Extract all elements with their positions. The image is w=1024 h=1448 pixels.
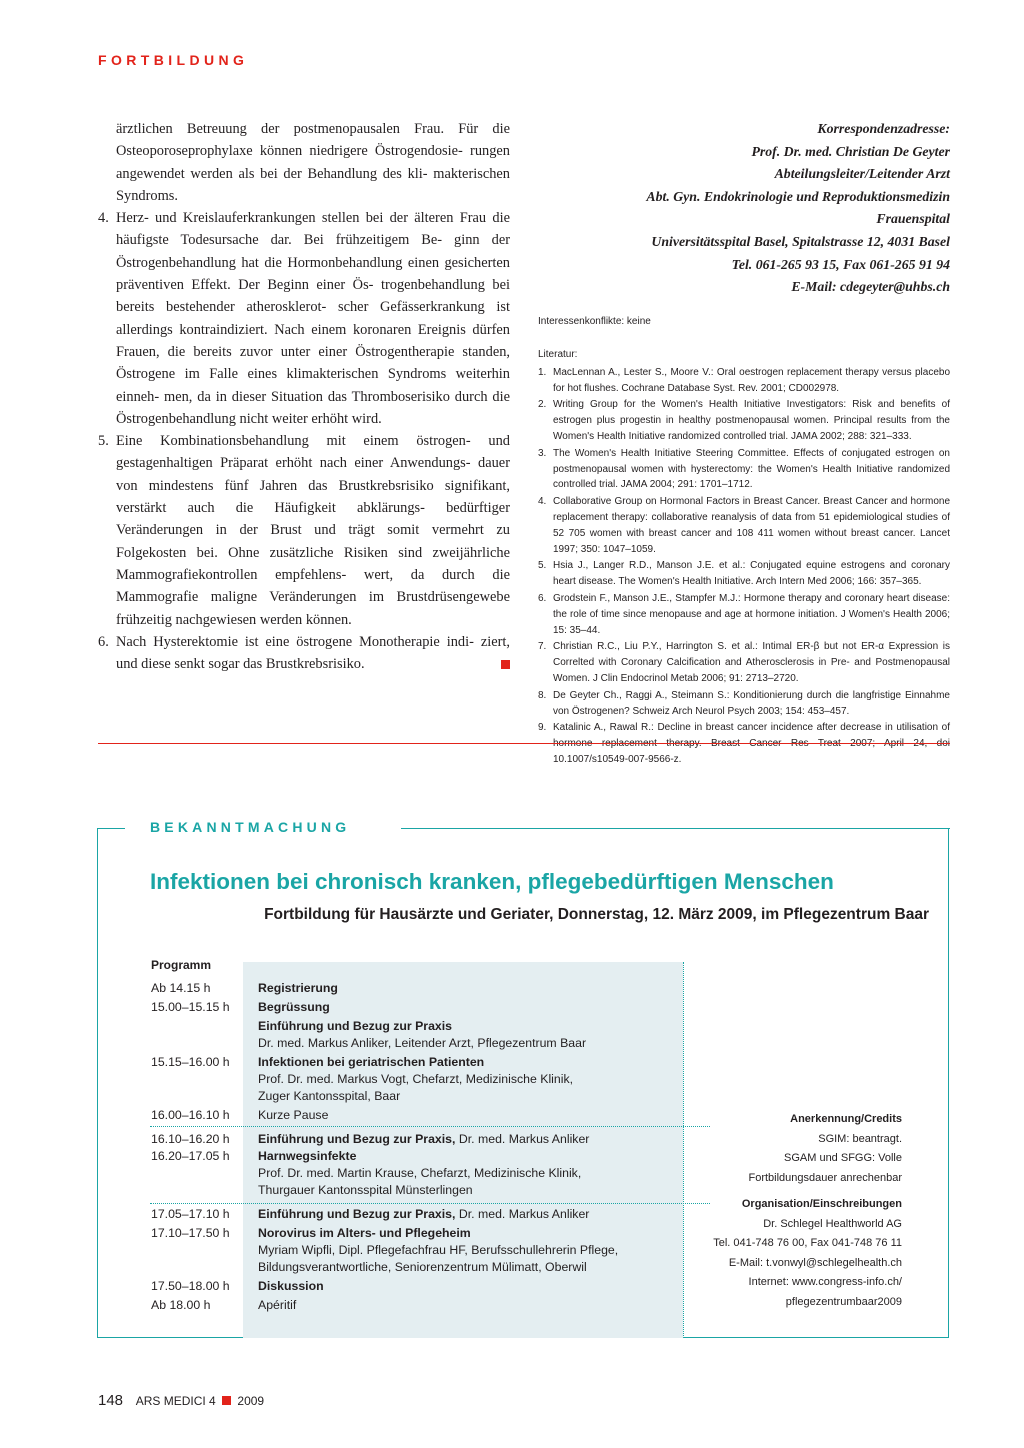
reference-item: 2. Writing Group for the Women's Health Initiative Investigators: Risk and benefits of estrogen plus progestin in healthy postmenopausal women. Principal results from the Women's Health Initiative randomized controlled trial. JAMA 2002; 288: 321–333. xyxy=(538,399,950,442)
event-title: Infektionen bei chronisch kranken, pflegebedürftigen Menschen xyxy=(150,869,834,894)
organisation-email: E-Mail: t.vonwyl@schlegelhealth.ch xyxy=(728,1256,902,1269)
section-divider xyxy=(98,743,950,744)
event-info-sidebar: Anerkennung/Credits SGIM: beantragt. SGAM und SFGG: Volle Fortbildungsdauer anrechenbar Organisation/Einschreibungen Dr. Schlegel Healthworld AG Tel. 041-748 76 00, Fax 041-748 76 11 E-Mail: t.vonwyl@schlegelhealth.ch Internet: www.congress-info.ch/ pflegezentrumbaar2009 xyxy=(700,1110,902,1312)
correspondence-address: Korrespondenzadresse: Prof. Dr. med. Christian De Geyter Abteilungsleiter/Leitender Arzt Abt. Gyn. Endokrinologie und Reproduktionsmedizin Frauenspital Universitätsspital Basel, Spitalstrasse 12, 4031 Basel Tel. 061-265 93 15, Fax 061-265 91 94 E-Mail: cdegeyter@uhbs.ch xyxy=(646,121,950,295)
reference-item: 4. Collaborative Group on Hormonal Factors in Breast Cancer. Breast Cancer and hormone replacement therapy: collaborative reanalysis of data from 51 epidemiological studies of 52 705 women with breast cancer and 108 411 women without breast cancer. Lancet 1997; 350: 1047–1059. xyxy=(538,496,950,555)
announcement-label: BEKANNTMACHUNG xyxy=(150,819,351,835)
literature-title: Literatur: xyxy=(538,349,578,360)
reference-item: 8. De Geyter Ch., Raggi A., Steimann S.: Konditionierung durch die langfristige Einnahme von Östrogenen? Schweiz Arch Neurol Psych 2003; 154: 453–457. xyxy=(538,689,950,717)
program-separator xyxy=(150,1203,710,1204)
section-header: FORTBILDUNG xyxy=(98,52,249,68)
footer-square-icon xyxy=(222,1396,231,1405)
box-top-border-left xyxy=(97,828,125,829)
organisation-title: Organisation/Einschreibungen xyxy=(741,1198,902,1210)
credits-title: Anerkennung/Credits xyxy=(790,1113,902,1125)
program-column-divider xyxy=(683,962,684,1338)
end-of-article-square-icon xyxy=(501,660,510,669)
list-item-6: 6. Nach Hysterektomie ist eine östrogene Monotherapie indi- ziert, und diese senkt sogar das Brustkrebsrisiko. xyxy=(98,633,510,673)
reference-item: 1. MacLennan A., Lester S., Moore V.: Oral oestrogen replacement therapy versus placebo for hot flushes. Cochrane Database Syst. Rev. 2001; CD002978. xyxy=(538,366,950,394)
reference-item: 7. Christian R.C., Liu P.Y., Harrington S. et al.: Intimal ER-β but not ER-α Expression is Correlted with Coronary Calcification and Atherosclerosis in Pre- and Postmenopausal Women. J Clin Endocrinol Metab 2006; 91: 2713–2720. xyxy=(538,641,950,684)
reference-item: 6. Grodstein F., Manson J.E., Stampfer M.J.: Hormone therapy and coronary heart disease: the role of time since menopause and age at hormone initiation. J Women's Health 2006; 15: 35–44. xyxy=(538,592,950,636)
page-footer xyxy=(98,1392,264,1409)
program-separator xyxy=(150,1126,710,1127)
article-body xyxy=(98,118,510,675)
organisation-website: Internet: www.congress-info.ch/ xyxy=(748,1276,902,1288)
program-label: Programm xyxy=(151,958,212,972)
page-number: 148 xyxy=(98,1392,124,1409)
reference-item: 3. The Women's Health Initiative Steering Committee. Effects of conjugated estrogen on postmenopausal women with hysterectomy: the Women's Health Initiative randomized controlled trial. JAMA 2004; 291: 1701–1712. xyxy=(538,447,950,491)
continued-paragraph: ärztlichen Betreuung der postmenopausalen Frau. Für die Osteoporoseprophylaxe können niedrigere Östrogendosie- rungen angewendet werden als bei der Behandlung des kli- makterischen Syndroms. xyxy=(116,121,510,204)
event-subtitle: Fortbildung für Hausärzte und Geriater, Donnerstag, 12. März 2009, im Pflegezentrum Baar xyxy=(264,906,929,923)
reference-item: 9. Katalinic A., Rawal R.: Decline in breast cancer incidence after decrease in utilisation of 10.1007/s10549-007-9566-z. xyxy=(538,722,950,765)
literature-list xyxy=(538,347,950,769)
box-top-border-right xyxy=(401,828,950,829)
conflict-of-interest: Interessenkonflikte: keine xyxy=(538,316,651,327)
list-item-5: 5. Eine Kombinationsbehandlung mit einem östrogen- und gestagenhaltigen Präparat erhöht nach einer Anwendungs- dauer von mindestens fünf Jahren das Brustkrebsrisiko signifikant, verstärkt auch die Häufigkeit abklärungs- bedürftiger Veränderungen in der Brust und trägt somit vermehrt zu Folgekosten bei. Ohne zusätzliche Risiken sind zweijährliche Mammografiekontrollen empfehlens- wert, da durch die Mammografie maligne Veränderungen im Brustdrüsengewebe frühzeitig nachgewiesen werden können. xyxy=(98,433,510,628)
journal-year: 2009 xyxy=(237,1394,265,1408)
list-item-4: 4. Herz- und Kreislauferkrankungen stellen bei der älteren Frau die häufigste Todesursache dar. Bei frühzeitigem Be- ginn der Östrogenbehandlung hat die Hormonbehandlung einen gesicherten präventiven Effekt. Der Beginn einer Ös- trogenbehandlung bei bereits bestehender atherosklerot- scher Gefässerkrankung ist allerdings kontraindiziert. Nach einem koronaren Ereignis dürfen Frauen, die bereits zuvor unter einer Östrogentherapie standen, Östrogene im Falle eines klimakterischen Syndroms weiterhin einneh- men, da in dieser Situation das Thromboserisiko durch die Östrogenbehandlung nicht weiter erhöht wird. xyxy=(98,210,511,427)
journal-name: ARS MEDICI 4 xyxy=(135,1394,216,1408)
reference-item: 5. Hsia J., Langer R.D., Manson J.E. et al.: Conjugated equine estrogens and coronary heart disease. The Women's Health Initiative. Arch Intern Med 2006; 166: 357–365. xyxy=(538,560,950,588)
